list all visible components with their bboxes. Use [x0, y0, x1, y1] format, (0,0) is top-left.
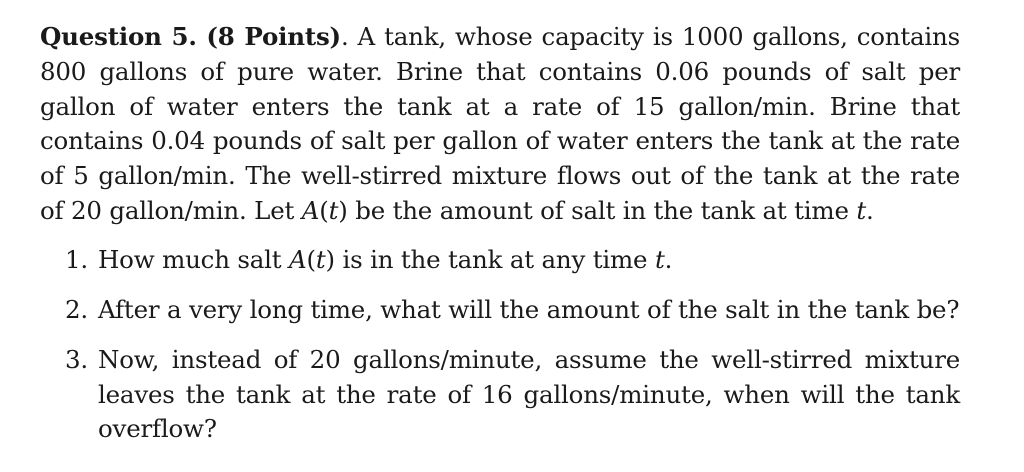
math-symbol-A: A — [289, 244, 307, 274]
intro-text: . A tank, whose capacity is 1000 gallons, contains 800 gallons of pure water. Brine that contains 0.06 pounds of salt per gallon of water enters the tank at a rate of 15 gallon/min. Brine that contains 0.04 pounds of salt per gallon of water enters the tank at the rate of 5 gallon/min. The well-stirred mixture flows out of the tank at the rate of 20 gallon/min. Let — [40, 22, 960, 225]
problem-statement — [40, 20, 960, 229]
part-1-text-a: How much salt — [98, 244, 290, 274]
part-1 — [40, 243, 960, 278]
amount-function-A — [302, 196, 348, 225]
question-heading: Question 5. (8 Points) — [40, 22, 341, 51]
part-text: After a very long time, what will the amount of the salt in the tank be? — [98, 294, 960, 324]
part-number: 3. — [65, 344, 88, 374]
question-page — [40, 20, 960, 462]
intro-period: . — [866, 195, 874, 225]
math-paren-open: ( — [306, 244, 316, 274]
math-symbol-t: t — [315, 244, 326, 274]
math-symbol-t: t — [328, 195, 339, 225]
time-variable-t: t — [654, 244, 665, 274]
part-number: 1. — [65, 244, 88, 274]
math-symbol-A: A — [301, 195, 320, 225]
math-paren-close: ) — [325, 244, 335, 274]
question-parts-list — [40, 243, 960, 447]
part-1-text-b: is in the tank at any time — [334, 244, 655, 274]
part-1-period: . — [664, 244, 673, 274]
part-text — [98, 243, 960, 278]
part-text: Now, instead of 20 gallons/minute, assume the well-stirred mixture leaves the tank at the rate of 16 gallons/minute, when will the tank overflow? — [98, 344, 960, 444]
math-paren-open: ( — [319, 195, 329, 225]
math-paren-close: ) — [338, 195, 348, 225]
part-3 — [40, 343, 960, 447]
intro-text-continued: be the amount of salt in the tank at time — [347, 195, 857, 225]
amount-function-A — [289, 245, 335, 274]
time-variable-t: t — [856, 195, 867, 225]
part-2 — [40, 293, 960, 328]
part-number: 2. — [65, 294, 88, 324]
